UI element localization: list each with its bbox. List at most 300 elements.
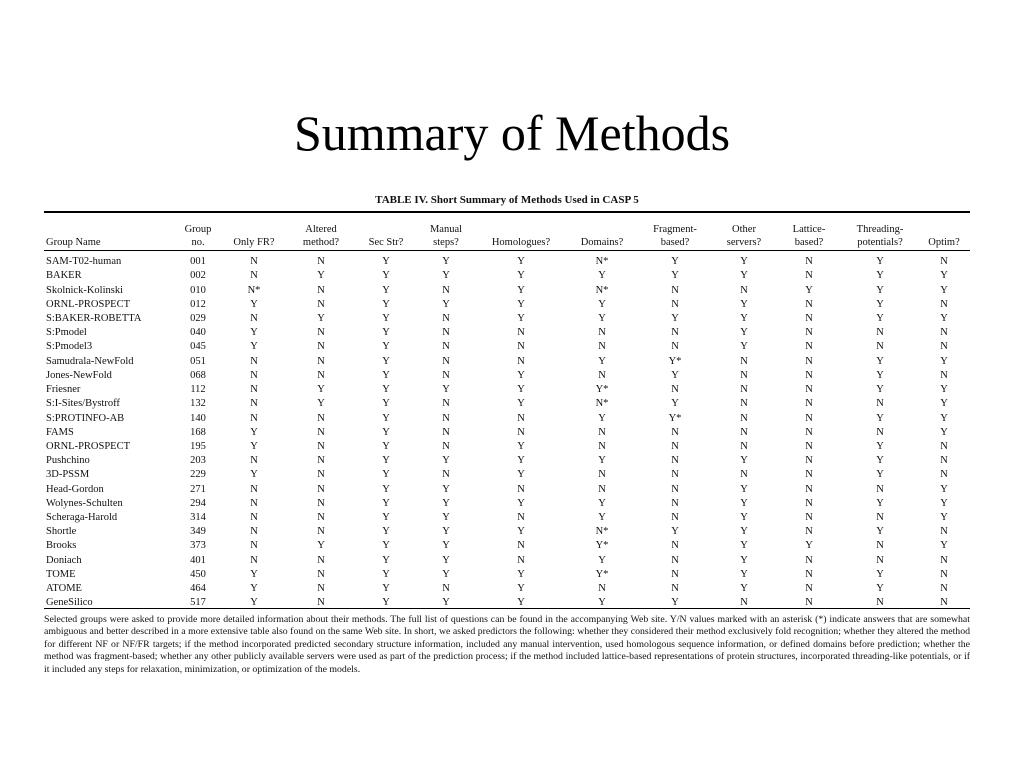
group-number-cell: 464: [190, 583, 206, 595]
answer-cell: Y*: [595, 540, 609, 552]
answer-cell: Y: [805, 284, 813, 296]
answer-cell: Y: [382, 483, 390, 495]
answer-cell: N: [317, 412, 325, 424]
column-header-line1: [356, 223, 416, 236]
table-row: [44, 539, 970, 553]
answer-cell: N: [598, 469, 606, 481]
answer-cell: N: [317, 469, 325, 481]
answer-cell: N: [805, 341, 813, 353]
answer-cell: N: [740, 355, 748, 367]
answer-cell: N: [442, 469, 450, 481]
answer-cell: N: [317, 341, 325, 353]
answer-cell: Y: [940, 284, 948, 296]
answer-cell: Y: [317, 312, 325, 324]
group-number-cell: 517: [190, 597, 206, 609]
answer-cell: Y: [940, 497, 948, 509]
answer-cell: Y: [250, 597, 258, 609]
answer-cell: N: [250, 483, 258, 495]
answer-cell: Y: [442, 483, 450, 495]
answer-cell: N: [250, 270, 258, 282]
answer-cell: N: [876, 512, 884, 524]
answer-cell: N: [442, 426, 450, 438]
answer-cell: Y: [382, 469, 390, 481]
answer-cell: N: [442, 412, 450, 424]
column-header: [222, 217, 286, 251]
answer-cell: Y: [671, 256, 679, 268]
group-name-cell: S:Pmodel3: [46, 341, 93, 353]
answer-cell: N: [940, 583, 948, 595]
answer-cell: Y: [876, 270, 884, 282]
group-number-cell: 450: [190, 568, 206, 580]
answer-cell: Y: [442, 512, 450, 524]
group-name-cell: ATOME: [46, 583, 82, 595]
answer-cell: Y: [517, 440, 525, 452]
answer-cell: Y: [382, 341, 390, 353]
answer-cell: N: [876, 483, 884, 495]
answer-cell: Y: [940, 540, 948, 552]
answer-cell: N: [940, 526, 948, 538]
answer-cell: N: [740, 284, 748, 296]
answer-cell: Y: [740, 312, 748, 324]
answer-cell: Y: [382, 256, 390, 268]
answer-cell: Y: [940, 483, 948, 495]
column-header-line1: Group: [184, 224, 212, 235]
answer-cell: N: [940, 298, 948, 310]
answer-cell: N: [740, 469, 748, 481]
answer-cell: Y: [940, 312, 948, 324]
answer-cell: Y*: [668, 412, 682, 424]
table-row: [44, 525, 970, 539]
answer-cell: N: [517, 426, 525, 438]
answer-cell: N: [598, 327, 606, 339]
group-number-cell: 401: [190, 554, 206, 566]
column-header-line2: Domains?: [580, 237, 624, 248]
answer-cell: N*: [595, 256, 609, 268]
answer-cell: N: [671, 341, 679, 353]
table-row: [44, 312, 970, 326]
answer-cell: N: [517, 554, 525, 566]
answer-cell: N: [317, 369, 325, 381]
answer-cell: Y: [382, 426, 390, 438]
answer-cell: Y: [382, 384, 390, 396]
table-row: [44, 596, 970, 610]
answer-cell: N: [250, 554, 258, 566]
column-header: [842, 217, 918, 251]
column-header: [44, 217, 174, 251]
answer-cell: N: [442, 284, 450, 296]
group-number-cell: 140: [190, 412, 206, 424]
group-number-cell: 195: [190, 440, 206, 452]
answer-cell: N: [317, 483, 325, 495]
answer-cell: Y: [740, 270, 748, 282]
answer-cell: Y: [598, 554, 606, 566]
group-number-cell: 040: [190, 327, 206, 339]
column-header-line1: Fragment-: [653, 224, 697, 235]
answer-cell: Y: [250, 327, 258, 339]
answer-cell: Y: [876, 384, 884, 396]
group-number-cell: 132: [190, 398, 206, 410]
table-top-rule: [44, 211, 970, 213]
answer-cell: Y: [876, 497, 884, 509]
answer-cell: N: [317, 327, 325, 339]
answer-cell: Y: [382, 440, 390, 452]
column-header: [712, 217, 776, 251]
answer-cell: Y: [517, 568, 525, 580]
group-name-cell: Head-Gordon: [46, 483, 104, 495]
column-header-line2: Optim?: [928, 237, 960, 248]
table-row: [44, 269, 970, 283]
answer-cell: Y: [517, 526, 525, 538]
group-name-cell: Friesner: [46, 384, 81, 396]
answer-cell: N: [805, 497, 813, 509]
group-name-cell: Wolynes-Schulten: [46, 497, 123, 509]
answer-cell: Y: [382, 355, 390, 367]
group-name-cell: BAKER: [46, 270, 82, 282]
answer-cell: N: [805, 583, 813, 595]
column-header-line1: Lattice-: [792, 224, 826, 235]
answer-cell: N: [876, 540, 884, 552]
answer-cell: Y: [382, 526, 390, 538]
answer-cell: Y: [382, 398, 390, 410]
answer-cell: N*: [247, 284, 261, 296]
answer-cell: Y: [382, 327, 390, 339]
answer-cell: Y: [442, 497, 450, 509]
answer-cell: N: [250, 256, 258, 268]
answer-cell: Y: [442, 526, 450, 538]
answer-cell: N: [940, 369, 948, 381]
answer-cell: N: [805, 426, 813, 438]
answer-cell: N: [940, 554, 948, 566]
answer-cell: Y: [517, 256, 525, 268]
column-header: [416, 217, 476, 251]
column-header-line2: servers?: [726, 237, 762, 248]
answer-cell: Y: [442, 540, 450, 552]
answer-cell: Y: [250, 341, 258, 353]
answer-cell: Y: [876, 568, 884, 580]
answer-cell: Y: [517, 469, 525, 481]
answer-cell: N: [671, 568, 679, 580]
group-name-cell: GeneSilico: [46, 597, 93, 609]
column-header: [566, 217, 638, 251]
table-row: [44, 355, 970, 369]
answer-cell: Y: [382, 597, 390, 609]
answer-cell: Y: [940, 512, 948, 524]
column-header-line2: potentials?: [857, 237, 903, 248]
column-header-line1: [222, 223, 286, 236]
column-header: [918, 217, 970, 251]
answer-cell: N: [598, 369, 606, 381]
answer-cell: Y: [940, 426, 948, 438]
answer-cell: Y: [740, 554, 748, 566]
answer-cell: N: [250, 369, 258, 381]
answer-cell: Y: [671, 526, 679, 538]
answer-cell: N: [317, 440, 325, 452]
answer-cell: Y: [740, 256, 748, 268]
answer-cell: N: [250, 398, 258, 410]
answer-cell: Y: [442, 568, 450, 580]
answer-cell: N: [940, 440, 948, 452]
answer-cell: N: [517, 341, 525, 353]
group-number-cell: 229: [190, 469, 206, 481]
answer-cell: Y: [250, 298, 258, 310]
answer-cell: N: [517, 412, 525, 424]
answer-cell: Y: [671, 398, 679, 410]
column-header-line2: based?: [794, 237, 824, 248]
group-name-cell: Brooks: [46, 540, 77, 552]
answer-cell: Y: [382, 583, 390, 595]
answer-cell: N: [517, 512, 525, 524]
answer-cell: N: [805, 597, 813, 609]
answer-cell: N*: [595, 284, 609, 296]
answer-cell: Y: [740, 483, 748, 495]
answer-cell: Y: [442, 384, 450, 396]
column-header-line1: [476, 223, 566, 236]
answer-cell: Y: [382, 455, 390, 467]
table-row: [44, 440, 970, 454]
answer-cell: N: [671, 298, 679, 310]
group-number-cell: 294: [190, 497, 206, 509]
table-footnote: Selected groups were asked to provide more detailed information about their methods. The full list of questions can be found in the accompanying Web site. Y/N values marked with an asterisk (*) indicate answers that are somewhat ambiguous and better described in a more extensive table also found on the same Web site. In short, we asked predictors the following: whether they considered their method exclusively fold recognition; whether they altered the method for different NF or NF/FR targets; if the method incorporated predicted secondary structure information, included any manual intervention, used homologous sequence information, or defined domains before prediction; whether the method was fragment-based; whether any other publicly available servers were used as part of the prediction process; if the method included lattice-based representations of protein structures, incorporated threading-like potentials, or if it included any steps for relaxation, minimization, or optimization of the models.: [44, 614, 970, 675]
column-header-line2: based?: [660, 237, 690, 248]
answer-cell: N: [805, 270, 813, 282]
column-header-line2: Homologues?: [491, 237, 551, 248]
answer-cell: Y*: [595, 568, 609, 580]
table-row: [44, 251, 970, 269]
answer-cell: N: [250, 312, 258, 324]
answer-cell: N: [940, 568, 948, 580]
group-name-cell: FAMS: [46, 426, 74, 438]
answer-cell: N: [517, 483, 525, 495]
answer-cell: Y*: [668, 355, 682, 367]
answer-cell: N: [442, 355, 450, 367]
answer-cell: Y: [598, 455, 606, 467]
answer-cell: N: [442, 440, 450, 452]
answer-cell: N: [740, 369, 748, 381]
answer-cell: Y: [671, 270, 679, 282]
column-header-line1: Other: [732, 224, 756, 235]
answer-cell: Y: [671, 312, 679, 324]
group-number-cell: 168: [190, 426, 206, 438]
answer-cell: N: [876, 426, 884, 438]
answer-cell: Y: [250, 568, 258, 580]
answer-cell: N: [250, 412, 258, 424]
answer-cell: Y: [598, 312, 606, 324]
answer-cell: N: [250, 540, 258, 552]
column-header-line1: [918, 223, 970, 236]
group-name-cell: ORNL-PROSPECT: [46, 440, 131, 452]
answer-cell: Y: [598, 497, 606, 509]
column-header: [356, 217, 416, 251]
answer-cell: Y: [382, 312, 390, 324]
group-name-cell: Pushchino: [46, 455, 90, 467]
group-number-cell: 068: [190, 369, 206, 381]
answer-cell: Y: [517, 583, 525, 595]
answer-cell: Y: [382, 554, 390, 566]
answer-cell: N: [671, 540, 679, 552]
answer-cell: Y: [740, 568, 748, 580]
answer-cell: Y: [805, 540, 813, 552]
answer-cell: Y: [740, 526, 748, 538]
methods-table: [44, 217, 970, 610]
answer-cell: Y: [517, 312, 525, 324]
answer-cell: Y: [442, 270, 450, 282]
answer-cell: N: [805, 568, 813, 580]
answer-cell: N: [671, 440, 679, 452]
answer-cell: Y: [940, 355, 948, 367]
answer-cell: Y: [598, 597, 606, 609]
answer-cell: N: [940, 256, 948, 268]
group-number-cell: 029: [190, 312, 206, 324]
answer-cell: N: [940, 327, 948, 339]
answer-cell: N: [250, 384, 258, 396]
group-number-cell: 271: [190, 483, 206, 495]
answer-cell: N: [598, 483, 606, 495]
answer-cell: Y: [876, 526, 884, 538]
answer-cell: N: [805, 398, 813, 410]
table-row: [44, 298, 970, 312]
answer-cell: N: [671, 426, 679, 438]
answer-cell: Y: [876, 284, 884, 296]
table-row: [44, 383, 970, 397]
answer-cell: N: [317, 568, 325, 580]
answer-cell: N: [805, 312, 813, 324]
column-header: [286, 217, 356, 251]
answer-cell: N: [250, 512, 258, 524]
answer-cell: N: [805, 526, 813, 538]
column-header-line2: Sec Str?: [368, 237, 404, 248]
answer-cell: N: [876, 341, 884, 353]
column-header: [174, 217, 222, 251]
answer-cell: N: [671, 284, 679, 296]
table-row: [44, 454, 970, 468]
column-header-line1: [46, 223, 174, 236]
column-header-line1: Manual: [429, 224, 463, 235]
answer-cell: Y: [876, 298, 884, 310]
table-caption: TABLE IV. Short Summary of Methods Used in CASP 5: [375, 194, 639, 206]
answer-cell: Y: [671, 369, 679, 381]
answer-cell: Y: [517, 298, 525, 310]
group-number-cell: 349: [190, 526, 206, 538]
answer-cell: N: [805, 440, 813, 452]
answer-cell: Y: [598, 298, 606, 310]
answer-cell: Y: [740, 512, 748, 524]
answer-cell: N: [317, 284, 325, 296]
table-row: [44, 283, 970, 297]
answer-cell: N: [805, 554, 813, 566]
answer-cell: N: [317, 355, 325, 367]
answer-cell: Y: [671, 597, 679, 609]
answer-cell: N: [671, 512, 679, 524]
answer-cell: N: [317, 455, 325, 467]
answer-cell: N: [940, 455, 948, 467]
answer-cell: N: [805, 483, 813, 495]
answer-cell: N: [671, 469, 679, 481]
table-row: [44, 582, 970, 596]
group-name-cell: Jones-NewFold: [46, 369, 112, 381]
answer-cell: Y: [382, 284, 390, 296]
group-name-cell: Scheraga-Harold: [46, 512, 118, 524]
answer-cell: N: [805, 455, 813, 467]
answer-cell: Y: [250, 583, 258, 595]
answer-cell: N: [598, 426, 606, 438]
table-row: [44, 511, 970, 525]
answer-cell: N: [517, 540, 525, 552]
group-number-cell: 012: [190, 298, 206, 310]
column-header-line1: [566, 223, 638, 236]
answer-cell: N*: [595, 398, 609, 410]
answer-cell: N: [317, 583, 325, 595]
group-number-cell: 373: [190, 540, 206, 552]
answer-cell: N: [805, 256, 813, 268]
answer-cell: Y: [442, 298, 450, 310]
table-row: [44, 326, 970, 340]
table-row: [44, 468, 970, 482]
answer-cell: N: [671, 497, 679, 509]
column-header: [638, 217, 712, 251]
answer-cell: Y: [940, 270, 948, 282]
answer-cell: Y: [876, 369, 884, 381]
answer-cell: N: [250, 526, 258, 538]
answer-cell: Y: [740, 455, 748, 467]
answer-cell: N: [598, 583, 606, 595]
group-name-cell: S:PROTINFO-AB: [46, 412, 125, 424]
answer-cell: N: [442, 583, 450, 595]
answer-cell: Y: [740, 327, 748, 339]
answer-cell: Y: [250, 469, 258, 481]
answer-cell: Y: [317, 398, 325, 410]
answer-cell: N: [805, 327, 813, 339]
answer-cell: Y: [517, 398, 525, 410]
answer-cell: Y: [876, 412, 884, 424]
group-number-cell: 045: [190, 341, 206, 353]
table-header-row: [44, 217, 970, 251]
answer-cell: N: [940, 597, 948, 609]
answer-cell: Y: [442, 256, 450, 268]
answer-cell: N: [876, 327, 884, 339]
answer-cell: Y: [250, 426, 258, 438]
answer-cell: Y: [876, 355, 884, 367]
group-name-cell: S:Pmodel: [46, 327, 87, 339]
answer-cell: N: [740, 384, 748, 396]
column-header-line1: Threading-: [856, 224, 904, 235]
answer-cell: N: [671, 483, 679, 495]
table-row: [44, 426, 970, 440]
answer-cell: Y: [517, 384, 525, 396]
answer-cell: N*: [595, 526, 609, 538]
answer-cell: N: [517, 355, 525, 367]
column-header-line2: Group Name: [46, 237, 101, 248]
answer-cell: N: [317, 497, 325, 509]
answer-cell: Y: [876, 256, 884, 268]
answer-cell: Y: [940, 398, 948, 410]
answer-cell: N: [671, 327, 679, 339]
group-number-cell: 112: [190, 384, 206, 396]
group-number-cell: 051: [190, 355, 206, 367]
column-header-line2: Only FR?: [233, 237, 275, 248]
table-row: [44, 554, 970, 568]
answer-cell: N: [671, 583, 679, 595]
answer-cell: N: [876, 398, 884, 410]
answer-cell: N: [317, 298, 325, 310]
answer-cell: Y: [876, 455, 884, 467]
answer-cell: N: [598, 440, 606, 452]
answer-cell: N: [671, 384, 679, 396]
answer-cell: Y: [382, 369, 390, 381]
column-header-line2: method?: [302, 237, 340, 248]
column-header: [476, 217, 566, 251]
answer-cell: Y: [517, 455, 525, 467]
group-name-cell: ORNL-PROSPECT: [46, 298, 131, 310]
